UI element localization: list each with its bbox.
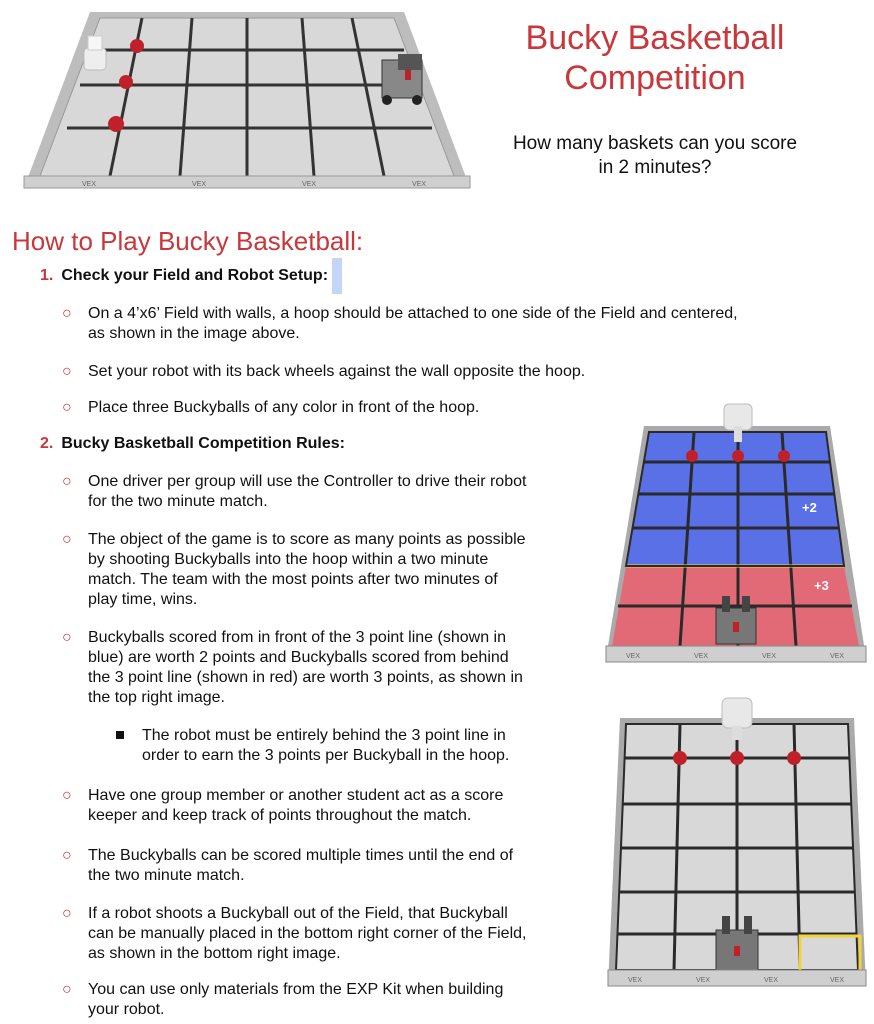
- bullet-line: Place three Buckyballs of any color in front of the hoop.: [88, 399, 480, 416]
- step-heading: [40, 266, 342, 294]
- wall-label: VEX: [830, 653, 845, 660]
- wall-label: VEX: [830, 977, 845, 984]
- list-item: [62, 786, 608, 826]
- subtitle-line: How many baskets can you score: [512, 133, 798, 154]
- bullet-icon: ○: [62, 473, 72, 490]
- wall-label: VEX: [82, 181, 97, 188]
- bullet-line: match. The team with the most points after two minutes of: [88, 571, 498, 588]
- list-item: [62, 628, 608, 708]
- wall-label: VEX: [192, 181, 207, 188]
- bullet-line: You can use only materials from the EXP Kit when building: [88, 981, 504, 998]
- bullet-line: Buckyballs scored from in front of the 3 point line (shown in: [88, 629, 506, 646]
- step-number: 1.: [40, 267, 54, 284]
- wall-label: VEX: [694, 653, 709, 660]
- wall-label: VEX: [762, 653, 777, 660]
- bullet-icon: ○: [62, 787, 72, 804]
- list-item: [62, 846, 608, 886]
- wall-label: VEX: [628, 977, 643, 984]
- bullet-icon: ○: [62, 363, 72, 380]
- list-item: [62, 362, 848, 382]
- bullet-icon: ○: [62, 905, 72, 922]
- title-line: Bucky Basketball: [525, 19, 785, 57]
- bullet-line: order to earn the 3 points per Buckyball in the hoop.: [142, 747, 510, 764]
- wall-label: VEX: [412, 181, 427, 188]
- buckyball: [730, 751, 744, 765]
- zone-label-plus3: +3: [814, 578, 829, 593]
- bullet-line: If a robot shoots a Buckyball out of the Field, that Buckyball: [88, 905, 508, 922]
- bullet-icon: ○: [62, 629, 72, 646]
- list-item: [62, 530, 608, 610]
- bullet-line: keeper and keep track of points throughout the match.: [88, 807, 472, 824]
- wall-label: VEX: [764, 977, 779, 984]
- bullet-icon: ○: [62, 847, 72, 864]
- buckyball: [778, 450, 790, 462]
- text-cursor: [332, 258, 342, 294]
- buckyball: [130, 39, 144, 53]
- bullet-line: The robot must be entirely behind the 3 point line in: [142, 727, 506, 744]
- buckyball: [686, 450, 698, 462]
- subtitle-line: in 2 minutes?: [598, 157, 712, 178]
- robot: [382, 54, 422, 105]
- sub-list-item: [142, 726, 602, 766]
- bullet-line: blue) are worth 2 points and Buckyballs scored from behind: [88, 649, 509, 666]
- buckyball: [732, 450, 744, 462]
- bullet-line: as shown in the image above.: [88, 325, 300, 342]
- bullet-line: by shooting Buckyballs into the hoop within a two minute: [88, 551, 489, 568]
- bullet-line: can be manually placed in the bottom right corner of the Field,: [88, 925, 527, 942]
- bullet-line: play time, wins.: [88, 591, 198, 608]
- bullet-line: The object of the game is to score as many points as possible: [88, 531, 526, 548]
- zone-label-plus2: +2: [802, 500, 817, 515]
- bullet-icon: ○: [62, 531, 72, 548]
- bullet-line: the two minute match.: [88, 867, 245, 884]
- list-item: [62, 904, 608, 964]
- bullet-line: as shown in the bottom right image.: [88, 945, 341, 962]
- bullet-icon: ○: [62, 981, 72, 998]
- wall-label: VEX: [302, 181, 317, 188]
- scoring-zones-image: [604, 402, 868, 664]
- buckyball: [787, 751, 801, 765]
- bullet-line: the top right image.: [88, 689, 225, 706]
- bullet-line: The Buckyballs can be scored multiple times until the end of: [88, 847, 514, 864]
- field-overview-image: [22, 10, 472, 190]
- bullet-line: Have one group member or another student act as a score: [88, 787, 504, 804]
- step-number: 2.: [40, 435, 54, 452]
- bullet-icon: ○: [62, 399, 72, 416]
- wall-label: VEX: [696, 977, 711, 984]
- page-title: [470, 18, 840, 98]
- square-bullet-icon: [116, 731, 124, 739]
- buckyball: [673, 751, 687, 765]
- bullet-line: Set your robot with its back wheels against the wall opposite the hoop.: [88, 363, 586, 380]
- section-heading: How to Play Bucky Basketball:: [12, 226, 364, 256]
- buckyball: [119, 75, 133, 89]
- wall-label: VEX: [626, 653, 641, 660]
- corner-placement-image: [604, 696, 870, 988]
- step-title: Check your Field and Robot Setup:: [61, 267, 329, 284]
- list-item: [62, 472, 608, 512]
- bullet-line: the 3 point line (shown in red) are worth 3 points, as shown in: [88, 669, 523, 686]
- title-line: Competition: [564, 59, 746, 97]
- bullet-line: One driver per group will use the Controller to drive their robot: [88, 473, 527, 490]
- list-item: [62, 304, 848, 344]
- bullet-line: On a 4’x6’ Field with walls, a hoop should be attached to one side of the Field and centered,: [88, 305, 738, 322]
- step-heading: [40, 434, 345, 454]
- bullet-line: your robot.: [88, 1001, 165, 1018]
- list-item: [62, 980, 608, 1020]
- bullet-line: for the two minute match.: [88, 493, 268, 510]
- bullet-icon: ○: [62, 305, 72, 322]
- step-title: Bucky Basketball Competition Rules:: [61, 435, 345, 452]
- page-subtitle: [470, 132, 840, 180]
- buckyball: [108, 116, 124, 132]
